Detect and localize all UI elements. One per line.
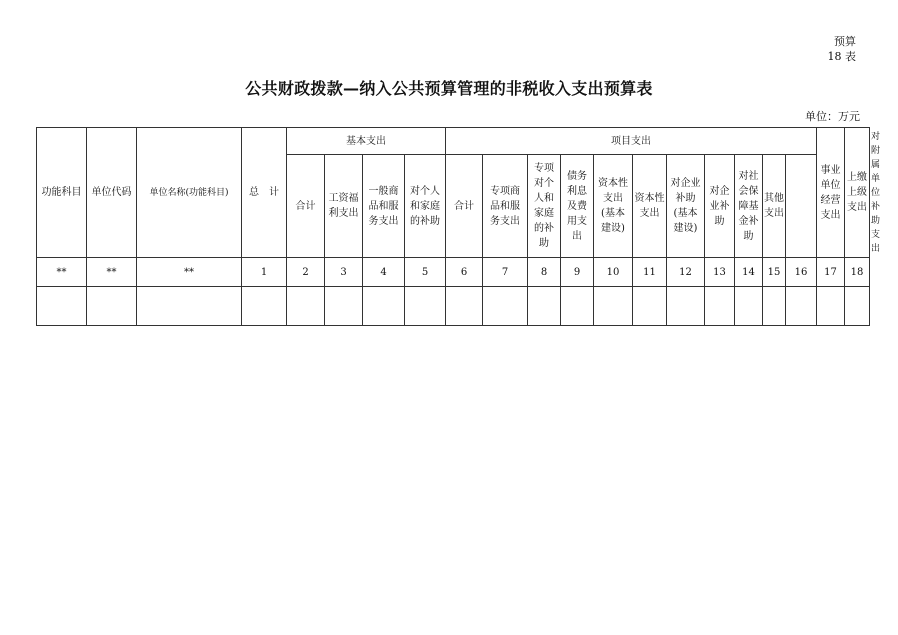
header-unit-code: 单位代码 xyxy=(87,128,137,258)
column-number-cell: 14 xyxy=(735,258,763,287)
table-row xyxy=(37,287,870,326)
column-number-cell: 12 xyxy=(667,258,705,287)
header-func-subject: 功能科目 xyxy=(37,128,87,258)
column-number-cell: 15 xyxy=(763,258,786,287)
table-number-label xyxy=(828,34,857,64)
header-basic-wages: 工资福 利支出 xyxy=(325,155,363,258)
column-number-cell: 11 xyxy=(633,258,667,287)
header-basic-goods: 一般商 品和服 务支出 xyxy=(363,155,405,258)
column-number-cell: 13 xyxy=(705,258,735,287)
column-number-cell: 1 xyxy=(242,258,287,287)
header-proj-goods: 专项商 品和服 务支出 xyxy=(483,155,528,258)
column-number-cell: 3 xyxy=(325,258,363,287)
column-number-cell: 5 xyxy=(405,258,446,287)
table-cell xyxy=(528,287,561,326)
header-basic-subsidy: 对个人 和家庭 的补助 xyxy=(405,155,446,258)
unit-label: 单位：万元 xyxy=(805,110,860,123)
table-cell xyxy=(705,287,735,326)
table-cell xyxy=(325,287,363,326)
header-unit-name: 单位名称(功能科目) xyxy=(137,128,242,258)
column-number-cell: 6 xyxy=(446,258,483,287)
header-business: 事业 单位 经营 支出 xyxy=(817,128,845,258)
column-number-cell: 8 xyxy=(528,258,561,287)
table-cell xyxy=(594,287,633,326)
header-basic-total: 合计 xyxy=(287,155,325,258)
table-cell xyxy=(405,287,446,326)
table-cell xyxy=(363,287,405,326)
header-capital: 资本性 支出 xyxy=(633,155,667,258)
corner-line-1: 预算 xyxy=(834,35,856,48)
table-cell xyxy=(446,287,483,326)
table-cell xyxy=(817,287,845,326)
column-number-cell: ** xyxy=(87,258,137,287)
header-social-security: 对社 会保 障基 金补 助 xyxy=(735,155,763,258)
header-enterprise-basic: 对企业 补助 (基本 建设) xyxy=(667,155,705,258)
column-number-row xyxy=(37,258,870,287)
table-cell xyxy=(561,287,594,326)
column-number-cell: 17 xyxy=(817,258,845,287)
table-cell xyxy=(667,287,705,326)
column-number-cell: 2 xyxy=(287,258,325,287)
column-number-cell: 10 xyxy=(594,258,633,287)
table-cell xyxy=(242,287,287,326)
column-number-cell: 7 xyxy=(483,258,528,287)
header-enterprise: 对企 业补 助 xyxy=(705,155,735,258)
column-number-cell: 4 xyxy=(363,258,405,287)
header-other: 其他 支出 xyxy=(763,155,786,258)
header-proj-total: 合计 xyxy=(446,155,483,258)
column-number-cell: 16 xyxy=(786,258,817,287)
table-cell xyxy=(633,287,667,326)
table-cell xyxy=(287,287,325,326)
column-number-cell: 9 xyxy=(561,258,594,287)
header-capital-basic: 资本性 支出 (基本 建设) xyxy=(594,155,633,258)
table-cell xyxy=(483,287,528,326)
table-cell xyxy=(763,287,786,326)
table-cell xyxy=(87,287,137,326)
page-title: 公共财政拨款—纳入公共预算管理的非税收入支出预算表 xyxy=(245,79,653,98)
header-basic-group: 基本支出 xyxy=(287,128,446,155)
budget-table: 功能科目 单位代码 单位名称(功能科目) 总 计 基本支出 项目支出 事业 单位 经营 支出 上缴 上级 支出 对附 属单 位补 助支 出 合计 工资福 利支出 一般商 品和服 务支出 对个人 和家庭 的补助 合计 专项商 品和服 务支出 专项 对个 人和 家庭 的补 助 债务 利息 及费 用支 出 资本性 支出 (基本 建设) 资本性 支出 对企业 补助 (基本 建设) 对企 业补 助 对社 会保 障基 金补 助 其他 支出 ** ** ** 1 2 3 4 5 6 7 8 9 10 11 12 13 14 15 16 17 18 xyxy=(36,127,870,326)
header-proj-subsidy: 专项 对个 人和 家庭 的补 助 xyxy=(528,155,561,258)
table-cell xyxy=(845,287,870,326)
table-cell xyxy=(37,287,87,326)
column-number-cell: ** xyxy=(137,258,242,287)
header-total: 总 计 xyxy=(242,128,287,258)
header-debt: 债务 利息 及费 用支 出 xyxy=(561,155,594,258)
column-number-cell: ** xyxy=(37,258,87,287)
header-project-group: 项目支出 xyxy=(446,128,817,155)
table-cell xyxy=(786,287,817,326)
table-cell xyxy=(735,287,763,326)
corner-line-2: 18 表 xyxy=(827,50,856,63)
header-upper: 上缴 上级 支出 xyxy=(845,128,870,258)
table-cell xyxy=(137,287,242,326)
column-number-cell: 18 xyxy=(845,258,870,287)
